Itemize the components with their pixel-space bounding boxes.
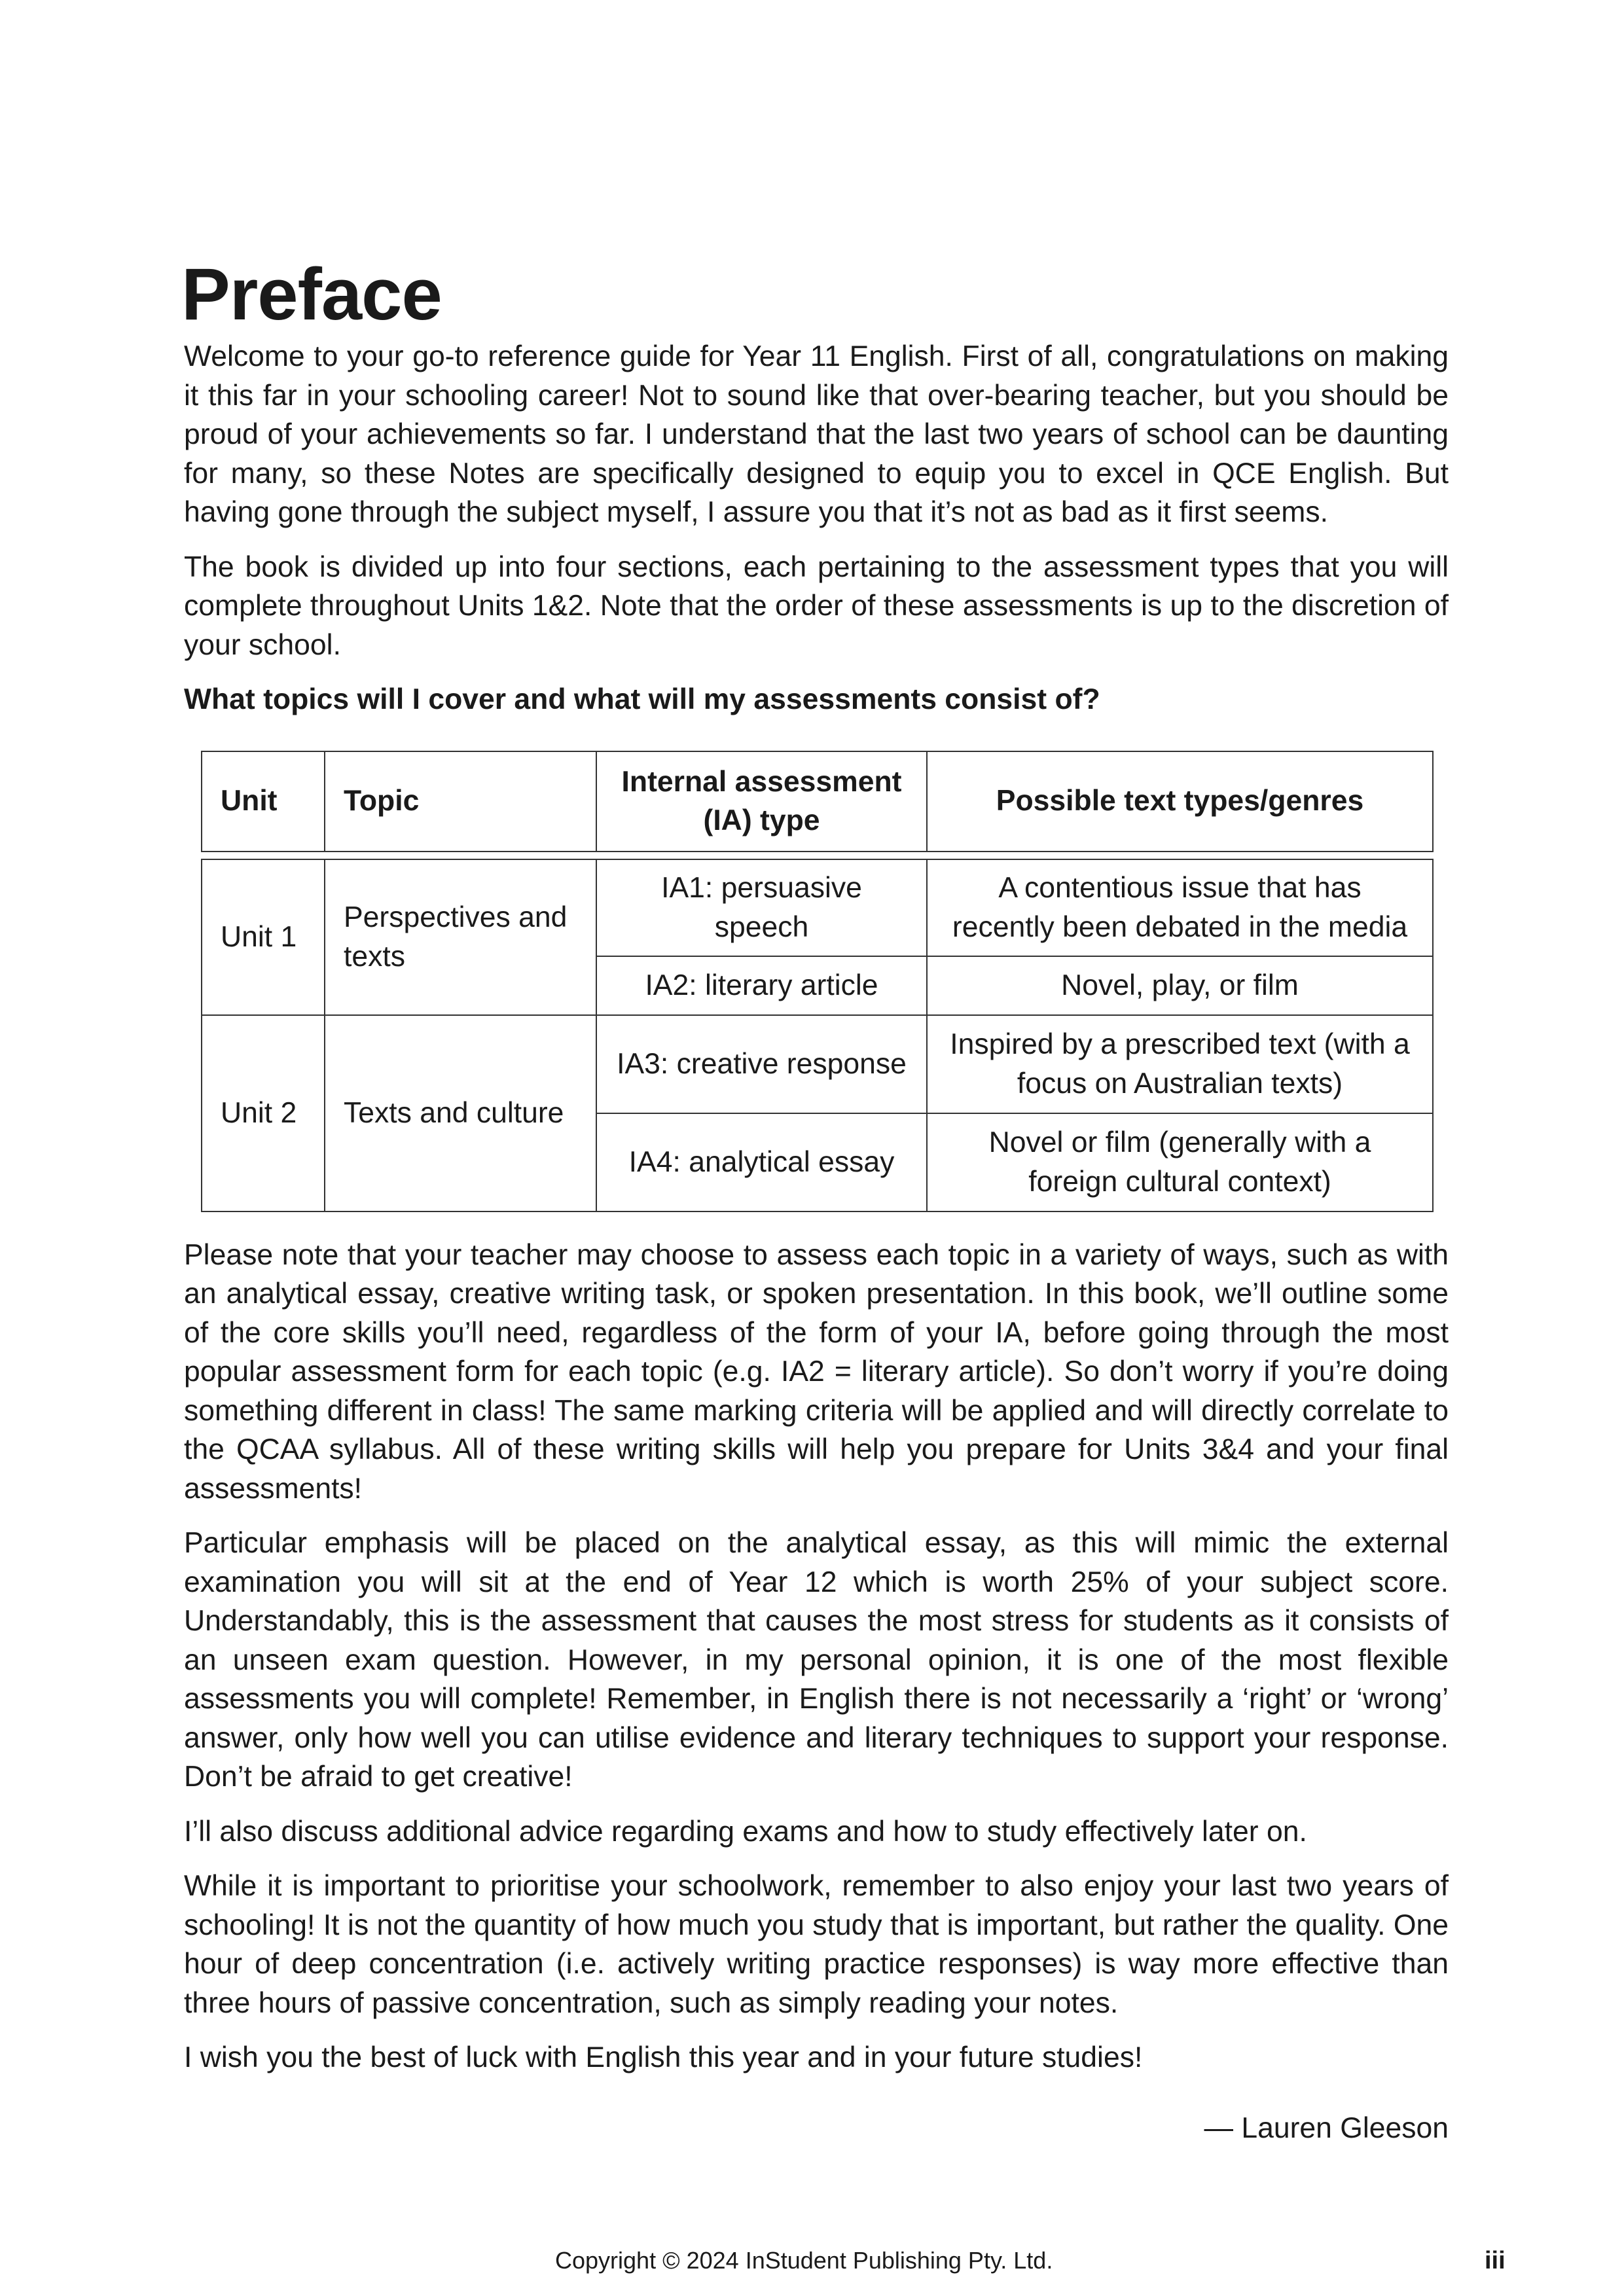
page-content: [181, 252, 1449, 2147]
body-paragraph: While it is important to prioritise your schoolwork, remember to also enjoy your last two years of schooling! It is not the quantity of how much you study that is important, but rather the quality. One hour of deep concentration (i.e. actively writing practice responses) is way more effective than three hours of passive concentration, such as simply reading your notes.: [184, 1870, 1449, 2019]
body-paragraph: I wish you the best of luck with English this year and in your future studies!: [184, 2041, 1143, 2073]
header-topic: Topic: [325, 751, 597, 852]
genre-cell: A contentious issue that has recently been debated in the media: [928, 859, 1434, 957]
body-paragraph: Please note that your teacher may choose to assess each topic in a variety of ways, such as with an analytical essay, creative writing task, or spoken presentation. In this book, we’ll outline some of the core skills you’ll need, regardless of the form of your IA, before going through the most popular assessment form for each topic (e.g. IA2 = literary article). So don’t worry if you’re doing something different in class! The same marking criteria will be applied and will directly correlate to the QCAA syllabus. All of these writing skills will help you prepare for Units 3&4 and your final assessments!: [184, 1238, 1449, 1505]
author-signature: — Lauren Gleeson: [1204, 2111, 1449, 2144]
ia-cell: IA2: literary article: [597, 957, 928, 1016]
section-question: What topics will I cover and what will my assessments consist of?: [184, 683, 1100, 715]
table-row: [201, 1016, 1434, 1114]
genre-cell: Novel, play, or film: [928, 957, 1434, 1016]
table-header-row: [201, 751, 1434, 852]
ia-cell: IA3: creative response: [597, 1016, 928, 1114]
body-paragraph: Particular emphasis will be placed on the analytical essay, as this will mimic the external examination you will sit at the end of Year 12 which is worth 25% of your subject score. Understandably, this is the assessment that causes the most stress for students as it consists of an unseen exam question. However, in my personal opinion, it is one of the most flexible assessments you will complete! Remember, in English there is not necessarily a ‘right’ or ‘wrong’ answer, only how well you can utilise evidence and literary techniques to support your response. Don’t be afraid to get creative!: [184, 1527, 1449, 1793]
genre-cell: Novel or film (generally with a foreign cultural context): [928, 1114, 1434, 1212]
header-text-types: Possible text types/genres: [928, 751, 1434, 852]
page-title: Preface: [181, 253, 442, 335]
intro-paragraph: The book is divided up into four sections, each pertaining to the assessment types that you will complete throughout Units 1&2. Note that the order of these assessments is up to the discretion of your school.: [184, 550, 1449, 661]
table-row: [201, 859, 1434, 957]
unit-cell: Unit 2: [201, 1016, 325, 1212]
header-unit: Unit: [201, 751, 325, 852]
table-gap: [201, 852, 1434, 859]
topic-cell: Perspectives and texts: [325, 859, 597, 1016]
header-ia-type: Internal assessment (IA) type: [597, 751, 928, 852]
topic-cell: Texts and culture: [325, 1016, 597, 1212]
ia-cell: IA4: analytical essay: [597, 1114, 928, 1212]
genre-cell: Inspired by a prescribed text (with a focus on Australian texts): [928, 1016, 1434, 1114]
ia-cell: IA1: persuasive speech: [597, 859, 928, 957]
body-paragraph: I’ll also discuss additional advice regarding exams and how to study effectively later on.: [184, 1815, 1307, 1848]
intro-paragraph: Welcome to your go-to reference guide for Year 11 English. First of all, congratulations on making it this far in your schooling career! Not to sound like that over-bearing teacher, but you should be proud of your achievements so far. I understand that the last two years of school can be daunting for many, so these Notes are specifically designed to equip you to excel in QCE English. But having gone through the subject myself, I assure you that it’s not as bad as it first seems.: [184, 340, 1449, 528]
assessment-table: [201, 751, 1434, 1212]
copyright-notice: Copyright © 2024 InStudent Publishing Pty. Ltd.: [555, 2247, 1053, 2274]
unit-cell: Unit 1: [201, 859, 325, 1016]
page-number: iii: [1485, 2247, 1506, 2274]
